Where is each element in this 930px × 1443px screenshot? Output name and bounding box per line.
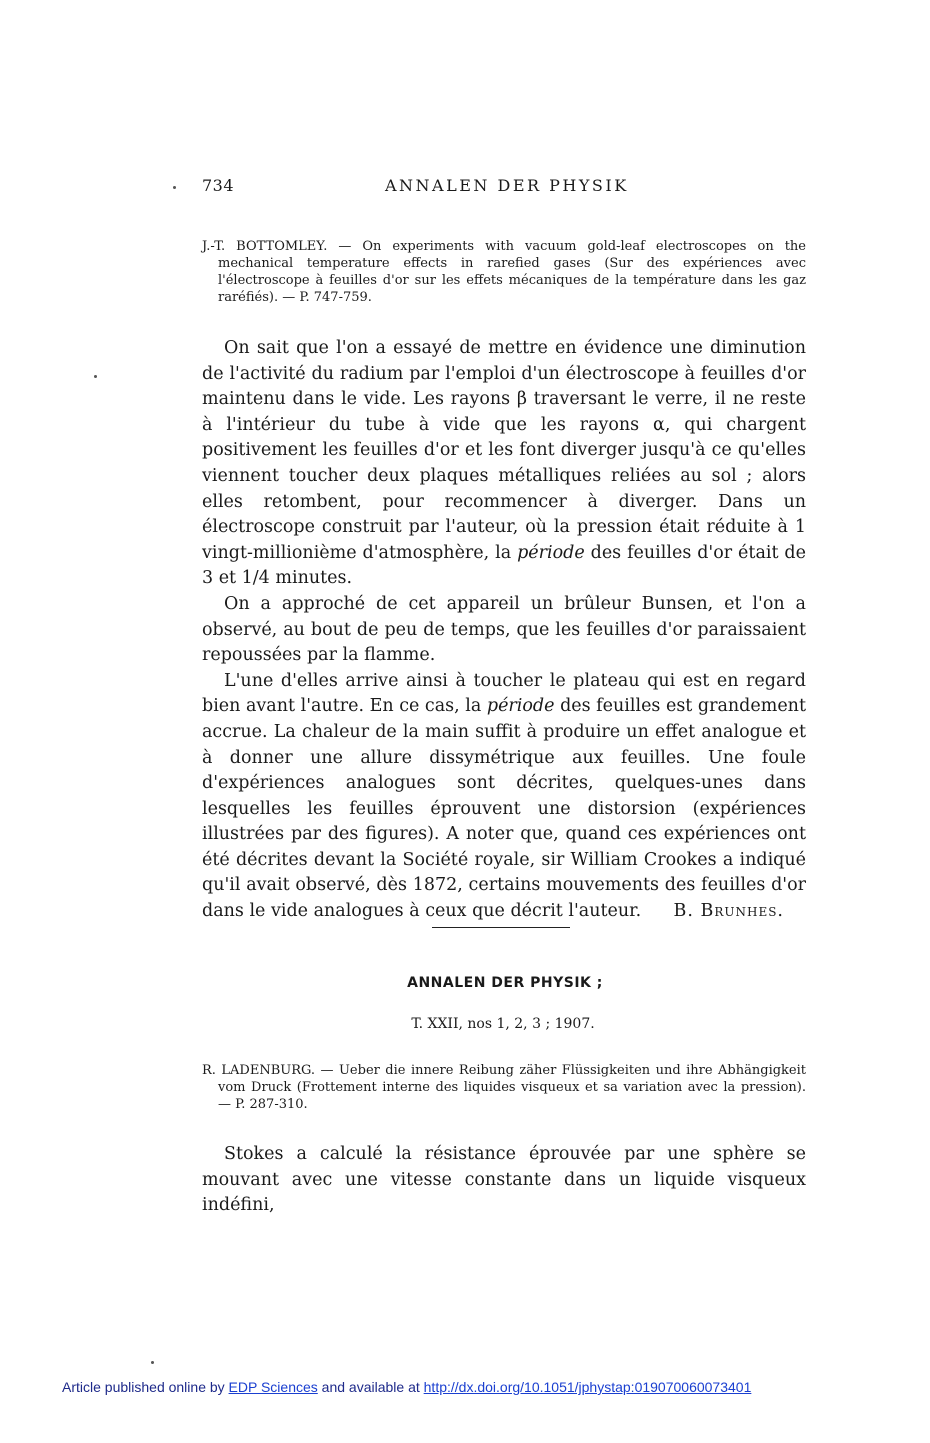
emphasis-periode: période [486,696,555,717]
scan-speck [151,1361,154,1364]
publisher-link[interactable]: EDP Sciences [228,1379,318,1395]
section-divider [432,927,570,928]
section-title: ANNALEN DER PHYSIK ; [407,975,603,991]
footer-middle: and available at [321,1379,420,1395]
article-body-ladenburg [202,1142,806,1219]
running-title: ANNALEN DER PHYSIK [385,176,629,195]
footer-prefix: Article published online by [62,1379,225,1395]
article-reference-bottomley: J.-T. BOTTOMLEY. — On experiments with vacuum gold-leaf electroscopes on the mechanical temperature effects in rarefied gases (Sur des expériences avec l'électroscope à feuilles d'or sur les effets mécaniques de la température dans les gaz raréfiés). — P. 747-759. [202,239,806,305]
doi-link[interactable]: http://dx.doi.org/10.1051/jphystap:019070060073401 [423,1379,752,1395]
paragraph-1: Stokes a calculé la résistance éprouvée par une sphère se mouvant avec une vitesse constante dans un liquide visqueux indéfini, [202,1144,806,1216]
paragraph-1: On sait que l'on a essayé de mettre en évidence une diminution de l'activité du radium par l'emploi d'un électroscope à feuilles d'or maintenu dans le vide. Les rayons β traversant le verre, il ne reste à l'intérieur du tube à vide que les rayons α, qui chargent positivement les feuilles d'or et les font diverger jusqu'à ce qu'elles viennent toucher deux plaques métalliques reliées au sol ; alors elles retombent, pour recommencer à diverger. Dans un électroscope construit par l'auteur, où la pression était réduite à 1 vingt-millionième d'atmosphère, la période des feuilles d'or était de 3 et 1/4 minutes. [202,338,806,589]
publication-footer [62,1379,751,1395]
author-signature: B. Brunhes. [673,901,784,922]
section-volume: T. XXII, nos 1, 2, 3 ; 1907. [411,1016,595,1032]
emphasis-periode: période [517,542,585,563]
article-reference-ladenburg: R. LADENBURG. — Ueber die innere Reibung zäher Flüssigkeiten und ihre Abhängigkeit vom Druck (Frottement interne des liquides visqueux et sa variation avec la pression). — P. 287-310. [202,1063,806,1112]
page-number: 734 [202,176,235,195]
paragraph-2: On a approché de cet appareil un brûleur Bunsen, et l'on a observé, au bout de peu de temps, que les feuilles d'or paraissaient repoussées par la flamme. [202,593,806,666]
paragraph-3: L'une d'elles arrive ainsi à toucher le plateau qui est en regard bien avant l'autre. En ce cas, la période des feuilles est grandement accrue. La chaleur de la main suffit à produire un effet analogue et à donner une allure dissymétrique aux feuilles. Une foule d'expériences analogues sont décrites, quelques-unes dans lesquelles les feuilles éprouvent une distorsion (expériences illustrées par des figures). A noter que, quand ces expériences ont été décrites devant la Société royale, sir William Crookes a indiqué qu'il avait observé, dès 1872, certains mouvements des feuilles d'or dans le vide analogues à ceux que décrit l'auteur. B. Brunhes. [202,669,806,925]
article-body-bottomley [202,336,806,925]
scan-speck [173,186,176,189]
scan-speck [94,375,97,378]
